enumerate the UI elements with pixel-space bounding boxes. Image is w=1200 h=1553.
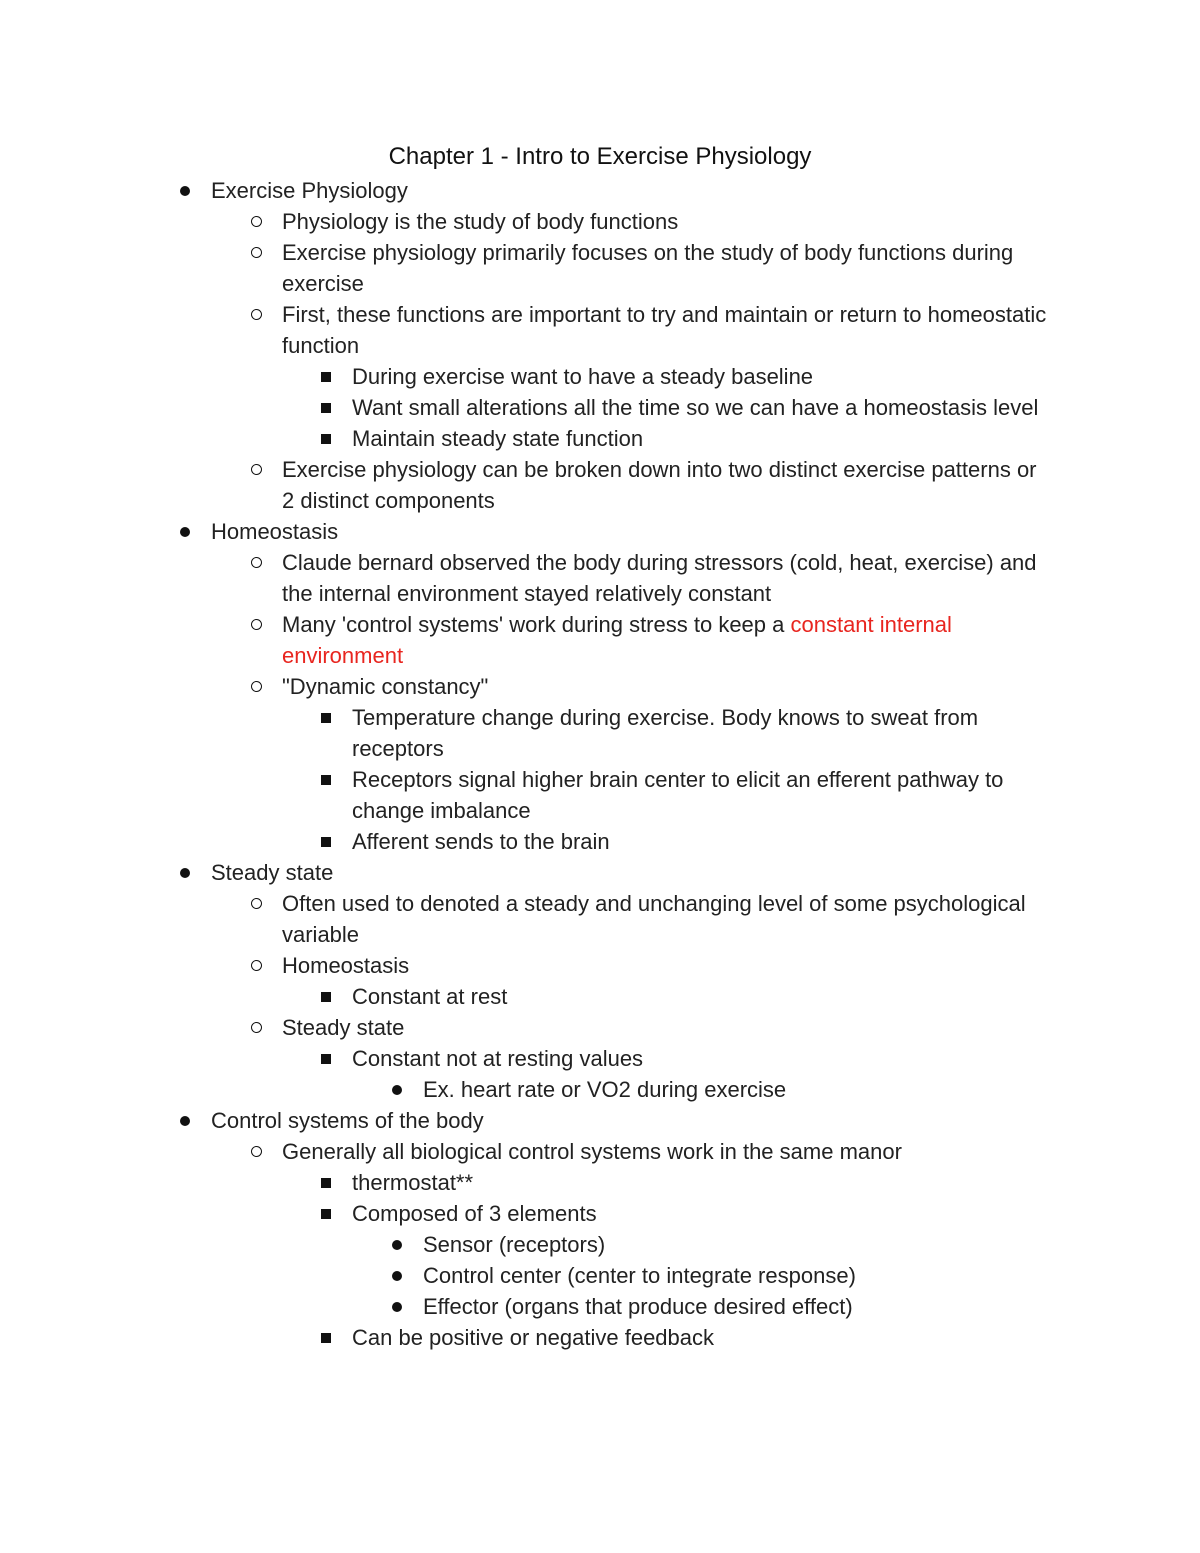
list-item-label: Effector (organs that produce desired effect) — [423, 1294, 853, 1319]
list-item — [0, 857, 1200, 888]
bullet-circle-icon — [246, 609, 266, 640]
list-item-text — [211, 516, 981, 547]
list-item-text — [282, 454, 1052, 516]
bullet-dot-icon — [175, 516, 195, 547]
list-item — [0, 1198, 1200, 1229]
list-item — [0, 392, 1200, 423]
list-item-text — [423, 1229, 1063, 1260]
highlighted-text: constant internal environment — [282, 612, 952, 668]
list-item-text — [423, 1291, 1063, 1322]
list-item-label: Constant at rest — [352, 984, 508, 1009]
list-item — [0, 1105, 1200, 1136]
list-item — [0, 516, 1200, 547]
list-item-text — [211, 175, 981, 206]
list-item-text — [282, 671, 1052, 702]
list-item-text — [282, 299, 1052, 361]
list-item-text — [352, 1167, 1052, 1198]
list-item — [0, 888, 1200, 950]
list-item-text — [352, 764, 1052, 826]
list-item — [0, 1136, 1200, 1167]
list-item-text — [423, 1074, 1063, 1105]
list-item — [0, 547, 1200, 609]
list-item — [0, 950, 1200, 981]
bullet-square-icon — [316, 1322, 336, 1353]
bullet-square-icon — [316, 1043, 336, 1074]
list-item-label: Steady state — [282, 1015, 405, 1040]
list-item-label: Often used to denoted a steady and unchanging level of some psychological variable — [282, 891, 1026, 947]
bullet-square-icon — [316, 826, 336, 857]
list-item — [0, 1260, 1200, 1291]
list-item — [0, 1043, 1200, 1074]
list-item-label: Constant not at resting values — [352, 1046, 644, 1071]
list-item-label: During exercise want to have a steady baseline — [352, 364, 814, 389]
bullet-square-icon — [316, 1198, 336, 1229]
list-item — [0, 361, 1200, 392]
list-item-text — [352, 1198, 1052, 1229]
outline-list — [0, 175, 1200, 1353]
list-item-label: Exercise physiology can be broken down into two distinct exercise patterns or 2 distinct components — [282, 457, 1037, 513]
list-item — [0, 1229, 1200, 1260]
list-item — [0, 1322, 1200, 1353]
bullet-dot-icon — [387, 1291, 407, 1322]
list-item-label: Can be positive or negative feedback — [352, 1325, 715, 1350]
list-item — [0, 237, 1200, 299]
list-item-label: Want small alterations all the time so we can have a homeostasis level — [352, 395, 1039, 420]
bullet-dot-icon — [175, 857, 195, 888]
bullet-dot-icon — [387, 1074, 407, 1105]
bullet-circle-icon — [246, 299, 266, 330]
list-item-label: Homeostasis — [211, 519, 339, 544]
list-item-text — [352, 423, 1052, 454]
bullet-square-icon — [316, 1167, 336, 1198]
list-item-label: Exercise physiology primarily focuses on the study of body functions during exercise — [282, 240, 1014, 296]
list-item-text — [282, 1012, 1052, 1043]
list-item — [0, 299, 1200, 361]
list-item-text — [282, 237, 1052, 299]
bullet-circle-icon — [246, 1012, 266, 1043]
list-item — [0, 671, 1200, 702]
list-item-text — [282, 1136, 1052, 1167]
list-item — [0, 981, 1200, 1012]
list-item-label: Composed of 3 elements — [352, 1201, 597, 1226]
list-item-label: Physiology is the study of body functions — [282, 209, 679, 234]
list-item-label: Control systems of the body — [211, 1108, 484, 1133]
list-item-text — [211, 1105, 981, 1136]
list-item — [0, 175, 1200, 206]
list-item-text — [211, 857, 981, 888]
bullet-square-icon — [316, 423, 336, 454]
list-item-label: First, these functions are important to try and maintain or return to homeostatic function — [282, 302, 1047, 358]
list-item-text — [282, 547, 1052, 609]
list-item-label: Receptors signal higher brain center to elicit an efferent pathway to change imbalance — [352, 767, 1004, 823]
list-item-text — [352, 702, 1052, 764]
list-item — [0, 423, 1200, 454]
list-item-label: Many 'control systems' work during stress to keep a — [282, 612, 791, 637]
list-item-label: Claude bernard observed the body during stressors (cold, heat, exercise) and the internal environment stayed relatively constant — [282, 550, 1037, 606]
list-item-label: Homeostasis — [282, 953, 410, 978]
bullet-square-icon — [316, 361, 336, 392]
bullet-circle-icon — [246, 950, 266, 981]
list-item-label: Sensor (receptors) — [423, 1232, 606, 1257]
list-item — [0, 1167, 1200, 1198]
list-item-text — [352, 1043, 1052, 1074]
list-item — [0, 1074, 1200, 1105]
bullet-dot-icon — [175, 1105, 195, 1136]
bullet-square-icon — [316, 764, 336, 795]
list-item — [0, 1291, 1200, 1322]
list-item — [0, 702, 1200, 764]
list-item-text — [282, 950, 1052, 981]
list-item-label: Maintain steady state function — [352, 426, 644, 451]
list-item — [0, 764, 1200, 826]
list-item-label: Generally all biological control systems work in the same manor — [282, 1139, 902, 1164]
list-item — [0, 1012, 1200, 1043]
list-item-label: Steady state — [211, 860, 334, 885]
list-item-label: Ex. heart rate or VO2 during exercise — [423, 1077, 787, 1102]
list-item-label: Exercise Physiology — [211, 178, 408, 203]
list-item-text — [282, 206, 1052, 237]
list-item — [0, 609, 1200, 671]
bullet-circle-icon — [246, 888, 266, 919]
bullet-circle-icon — [246, 206, 266, 237]
list-item-text — [352, 361, 1052, 392]
page-title: Chapter 1 - Intro to Exercise Physiology — [388, 143, 812, 170]
bullet-circle-icon — [246, 671, 266, 702]
bullet-square-icon — [316, 702, 336, 733]
list-item-label: Control center (center to integrate response) — [423, 1263, 856, 1288]
list-item-text — [352, 1322, 1052, 1353]
list-item-text — [423, 1260, 1063, 1291]
list-item-text — [282, 609, 1052, 671]
bullet-dot-icon — [175, 175, 195, 206]
list-item — [0, 206, 1200, 237]
bullet-dot-icon — [387, 1260, 407, 1291]
bullet-square-icon — [316, 392, 336, 423]
list-item-label: Afferent sends to the brain — [352, 829, 610, 854]
bullet-circle-icon — [246, 547, 266, 578]
list-item-text — [352, 392, 1052, 423]
list-item-text — [352, 981, 1052, 1012]
list-item-label: thermostat** — [352, 1170, 474, 1195]
bullet-square-icon — [316, 981, 336, 1012]
list-item-text — [282, 888, 1052, 950]
list-item-text — [352, 826, 1052, 857]
bullet-circle-icon — [246, 454, 266, 485]
bullet-circle-icon — [246, 237, 266, 268]
list-item — [0, 826, 1200, 857]
bullet-circle-icon — [246, 1136, 266, 1167]
list-item — [0, 454, 1200, 516]
bullet-dot-icon — [387, 1229, 407, 1260]
list-item-label: "Dynamic constancy" — [282, 674, 489, 699]
list-item-label: Temperature change during exercise. Body knows to sweat from receptors — [352, 705, 979, 761]
